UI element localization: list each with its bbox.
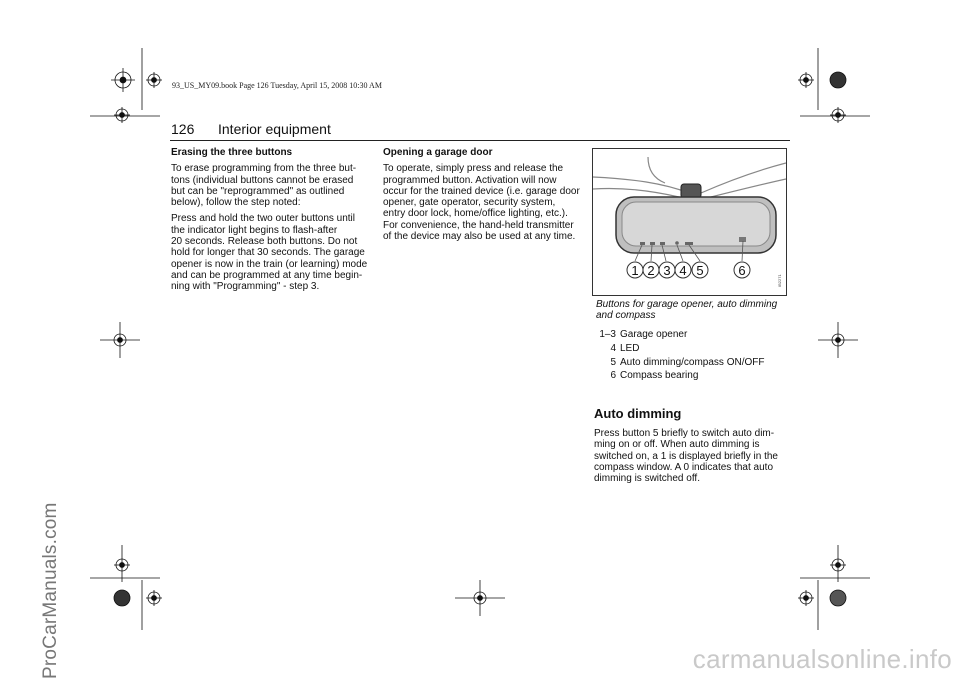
legend-label: LED	[620, 342, 640, 354]
left-column	[171, 147, 371, 298]
legend-label: Compass bearing	[620, 370, 699, 382]
bottom-watermark: carmanualsonline.info	[692, 644, 952, 674]
figure-legend	[596, 328, 764, 383]
callout-4: 4	[679, 263, 687, 278]
callout-6: 6	[738, 263, 746, 278]
legend-row	[596, 369, 764, 383]
page-number: 126	[171, 121, 195, 137]
erasing-paragraph-2: Press and hold the two outer buttons until the indicator light begins to flash-after 20 seconds. Release both buttons. Do not hold for longer that 30 seconds. The garage opener is now in the train (or learning) mode and can be programmed at any time begin- ning with "Programming" - step 3.	[171, 213, 368, 293]
print-info: 93_US_MY09.book Page 126 Tuesday, April 15, 2008 10:30 AM	[172, 81, 382, 90]
image-code: IB2271	[777, 274, 782, 287]
legend-number: 6	[610, 370, 616, 382]
legend-row	[596, 342, 764, 356]
opening-paragraph: To operate, simply press and release the programmed button. Activation will now occur for the trained device (i.e. garage door opener, gate operator, security system, entry door lock, home/office lighting, etc.). For convenience, the hand-held transmitter of the device may also be used at any time.	[383, 163, 580, 243]
erasing-heading: Erasing the three buttons	[171, 147, 293, 158]
legend-label: Garage opener	[620, 329, 688, 340]
auto-dimming-paragraph: Press button 5 briefly to switch auto dim- ming on or off. When auto dimming is switched on, a 1 is displayed briefly in the compass window. A 0 indicates that auto dimming is switched off.	[594, 428, 778, 485]
opening-heading: Opening a garage door	[383, 147, 493, 158]
legend-label: Auto dimming/compass ON/OFF	[620, 356, 765, 368]
callout-1: 1	[631, 263, 639, 278]
header-rule	[170, 140, 790, 141]
callout-3: 3	[663, 263, 671, 278]
callout-5: 5	[696, 263, 704, 278]
mirror-figure	[592, 148, 787, 296]
legend-number: 4	[610, 342, 616, 354]
legend-number: 1–3	[599, 329, 616, 340]
section-title: Interior equipment	[218, 121, 331, 137]
figure-caption: Buttons for garage opener, auto dimming and compass	[596, 299, 778, 322]
legend-number: 5	[610, 356, 616, 368]
legend-row	[596, 356, 764, 370]
middle-column	[383, 147, 583, 247]
auto-dimming-heading: Auto dimming	[594, 406, 682, 421]
side-watermark: ProCarManuals.com	[40, 502, 61, 679]
legend-row	[596, 328, 764, 342]
callout-2: 2	[647, 263, 655, 278]
rearview-mirror-illustration	[593, 149, 786, 295]
erasing-paragraph-1: To erase programming from the three but- tons (individual buttons cannot be erased but can be "reprogrammed" as outlined below), follow the step noted:	[171, 163, 357, 209]
